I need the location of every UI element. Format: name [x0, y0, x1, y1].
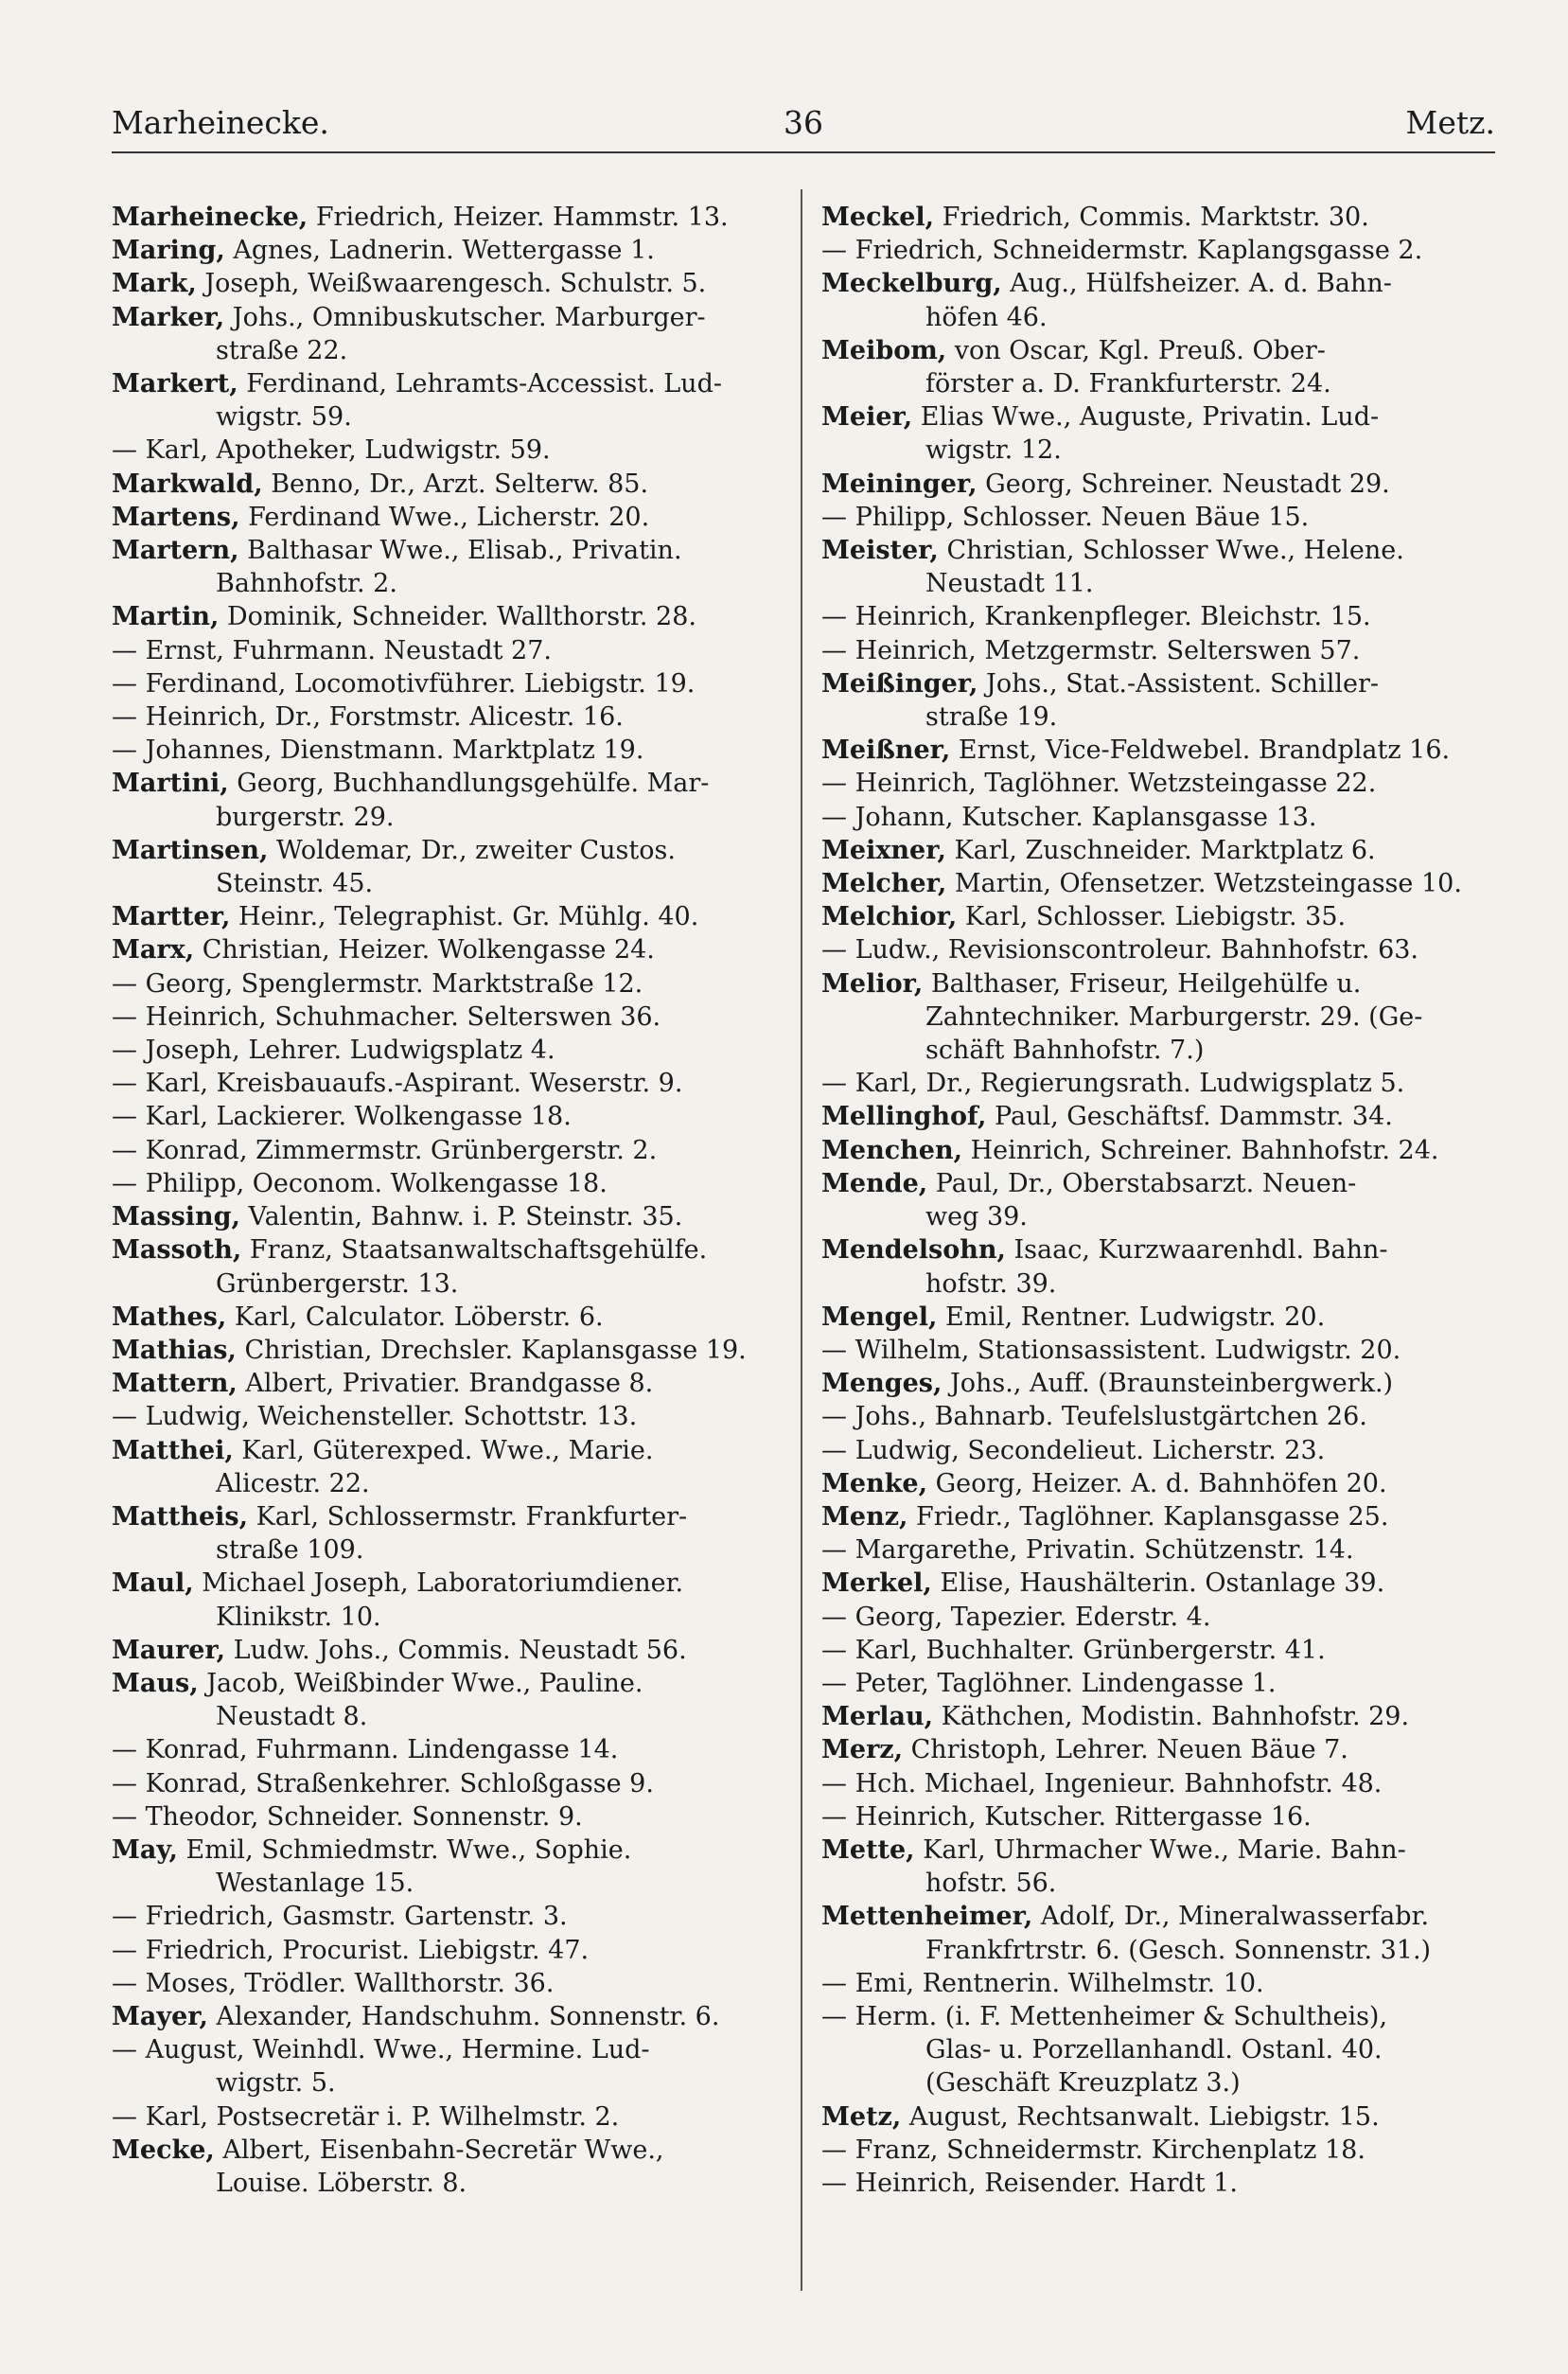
entry-surname: Melcher,	[821, 869, 947, 899]
entry-surname: Menz,	[821, 1501, 908, 1532]
entry-details: Christian, Schlosser Wwe., Helene.	[946, 536, 1404, 566]
entry-details: Jacob, Weißbinder Wwe., Pauline.	[206, 1668, 643, 1698]
entry-surname: Meier,	[821, 402, 913, 433]
entry-surname: Massoth,	[112, 1235, 242, 1266]
entry-continuation: burgerstr. 29.	[216, 802, 395, 832]
entry-details: Georg, Schreiner. Neustadt 29.	[985, 469, 1390, 499]
directory-entry	[821, 1301, 1493, 1334]
entry-details: — Konrad, Fuhrmann. Lindengasse 14.	[112, 1735, 619, 1765]
entry-details: — Philipp, Oeconom. Wolkengasse 18.	[112, 1168, 608, 1198]
directory-entry	[821, 867, 1493, 900]
directory-entry	[112, 1767, 784, 1800]
left-column	[112, 201, 784, 2200]
entry-details: — Heinrich, Metzgermstr. Selterswen 57.	[821, 635, 1361, 665]
directory-entry	[821, 1834, 1493, 1900]
entry-surname: Melchior,	[821, 902, 958, 932]
entry-surname: Meibom,	[821, 335, 947, 365]
directory-entry	[821, 734, 1493, 767]
entry-continuation: straße 19.	[925, 702, 1058, 733]
entry-surname: Maring,	[112, 236, 225, 266]
entry-details: — Heinrich, Taglöhner. Wetzsteingasse 22.	[821, 769, 1377, 799]
entry-details: — Karl, Postsecretär i. P. Wilhelmstr. 2.	[112, 2101, 620, 2132]
directory-entry	[112, 834, 784, 900]
directory-entry	[821, 334, 1493, 400]
directory-entry	[821, 1900, 1493, 1966]
entry-surname: Martini,	[112, 769, 229, 799]
entry-details: Adolf, Dr., Mineralwasserfabr.	[1040, 1902, 1430, 1932]
entry-details: Agnes, Ladnerin. Wettergasse 1.	[233, 236, 655, 266]
entry-details: Georg, Buchhandlungsgehülfe. Mar-	[237, 769, 710, 799]
directory-entry	[112, 1233, 784, 1300]
directory-entry	[821, 1400, 1493, 1433]
entry-details: — Joseph, Lehrer. Ludwigsplatz 4.	[112, 1036, 555, 1066]
entry-details: — Ludwig, Secondelieut. Licherstr. 23.	[821, 1435, 1326, 1465]
entry-details: — Ludw., Revisionscontroleur. Bahnhofstr. 63.	[821, 935, 1419, 966]
directory-entry	[112, 1567, 784, 1633]
entry-details: Karl, Schlosser. Liebigstr. 35.	[964, 902, 1347, 932]
entry-details: — Ludwig, Weichensteller. Schottstr. 13.	[112, 1402, 638, 1432]
entry-continuation: höfen 46.	[925, 302, 1048, 332]
directory-entry	[112, 267, 784, 300]
directory-entry	[112, 900, 784, 933]
entry-continuation: hofstr. 39.	[925, 1268, 1057, 1299]
directory-entry	[821, 1634, 1493, 1667]
directory-entry	[112, 767, 784, 833]
entry-details: Ferdinand, Lehramts-Accessist. Lud-	[246, 369, 722, 399]
directory-entry	[821, 1334, 1493, 1367]
entry-details: — Karl, Buchhalter. Grünbergerstr. 41.	[821, 1635, 1326, 1665]
entry-details: August, Rechtsanwalt. Liebigstr. 15.	[908, 2101, 1380, 2132]
entry-continuation: Neustadt 8.	[216, 1702, 368, 1732]
entry-continuation: weg 39.	[925, 1202, 1028, 1232]
entry-details: — Philipp, Schlosser. Neuen Bäue 15.	[821, 502, 1310, 532]
entry-details: — Heinrich, Kutscher. Rittergasse 16.	[821, 1801, 1312, 1832]
directory-entry	[821, 1533, 1493, 1567]
directory-entry	[821, 1700, 1493, 1733]
entry-surname: Mette,	[821, 1834, 915, 1865]
entry-continuation: Westanlage 15.	[216, 1869, 414, 1899]
entry-surname: Martens,	[112, 502, 240, 532]
entry-continuation: Alicestr. 22.	[216, 1468, 370, 1498]
entry-surname: Mayer,	[112, 2001, 208, 2031]
entry-surname: Martinsen,	[112, 835, 269, 865]
entry-surname: Melior,	[821, 968, 924, 999]
entry-surname: Mendelsohn,	[821, 1235, 1006, 1266]
directory-entry	[112, 234, 784, 267]
directory-entry	[112, 1634, 784, 1667]
entry-details: Elise, Haushälterin. Ostanlage 39.	[940, 1568, 1385, 1599]
directory-entry	[821, 1667, 1493, 1700]
entry-details: Isaac, Kurzwaarenhdl. Bahn-	[1013, 1235, 1388, 1266]
entry-details: Karl, Schlossermstr. Frankfurter-	[255, 1501, 688, 1532]
right-column	[821, 201, 1493, 2200]
directory-entry	[821, 2066, 1493, 2099]
directory-entry	[112, 933, 784, 966]
entry-surname: Martter,	[112, 902, 231, 932]
entry-surname: Maus,	[112, 1668, 199, 1698]
entry-details: — Ferdinand, Locomotivführer. Liebigstr. 19.	[112, 668, 696, 699]
directory-entry	[821, 1800, 1493, 1834]
directory-entry	[821, 2000, 1493, 2066]
entry-details: Benno, Dr., Arzt. Selterw. 85.	[271, 469, 649, 499]
directory-entry	[821, 2167, 1493, 2200]
directory-entry	[112, 1301, 784, 1334]
entry-details: — Peter, Taglöhner. Lindengasse 1.	[821, 1668, 1277, 1698]
entry-surname: Markwald,	[112, 469, 263, 499]
directory-entry	[821, 967, 1493, 1034]
page-number: 36	[784, 104, 823, 141]
entry-details: Johs., Auff. (Braunsteinbergwerk.)	[949, 1369, 1394, 1399]
directory-entry	[112, 501, 784, 534]
entry-surname: Meißner,	[821, 735, 951, 766]
entry-surname: Mende,	[821, 1168, 928, 1198]
entry-details: — Wilhelm, Stationsassistent. Ludwigstr. 20.	[821, 1335, 1401, 1365]
entry-details: — Heinrich, Krankenpfleger. Bleichstr. 15.	[821, 602, 1371, 632]
entry-surname: Meininger,	[821, 469, 978, 499]
directory-entry	[821, 834, 1493, 867]
entry-details: — Karl, Kreisbauaufs.-Aspirant. Weserstr. 9.	[112, 1069, 683, 1099]
directory-entry	[821, 933, 1493, 966]
entry-continuation: Louise. Löberstr. 8.	[216, 2168, 467, 2198]
directory-entry	[821, 1067, 1493, 1100]
entry-details: Michael Joseph, Laboratoriumdiener.	[202, 1568, 684, 1599]
entry-surname: Merkel,	[821, 1568, 932, 1599]
directory-entry	[821, 767, 1493, 800]
directory-entry	[112, 1500, 784, 1567]
entry-continuation: Steinstr. 45.	[216, 869, 374, 899]
entry-details: Paul, Dr., Oberstabsarzt. Neuen-	[935, 1168, 1357, 1198]
directory-entry	[112, 1334, 784, 1367]
directory-entry	[112, 734, 784, 767]
entry-details: Martin, Ofensetzer. Wetzsteingasse 10.	[954, 869, 1462, 899]
entry-surname: Meister,	[821, 536, 939, 566]
entry-surname: Mengel,	[821, 1302, 938, 1332]
entry-details: — Karl, Dr., Regierungsrath. Ludwigsplatz 5.	[821, 1069, 1405, 1099]
entry-surname: Meißinger,	[821, 668, 978, 699]
entry-continuation: wigstr. 5.	[216, 2068, 336, 2099]
directory-entry	[821, 400, 1493, 467]
entry-details: — Moses, Trödler. Wallthorstr. 36.	[112, 1968, 555, 1998]
directory-entry	[821, 1367, 1493, 1400]
directory-entry	[112, 1967, 784, 2000]
entry-surname: Mattheis,	[112, 1501, 248, 1532]
directory-entry	[112, 1900, 784, 1933]
entry-details: Emil, Rentner. Ludwigstr. 20.	[945, 1302, 1326, 1332]
entry-surname: Matthei,	[112, 1435, 234, 1465]
directory-entry	[112, 1834, 784, 1900]
directory-entry	[821, 1967, 1493, 2000]
entry-details: Christian, Drechsler. Kaplansgasse 19.	[244, 1335, 747, 1365]
entry-continuation: Glas- u. Porzellanhandl. Ostanl. 40.	[925, 2035, 1383, 2065]
entry-details: — Johs., Bahnarb. Teufelslustgärtchen 26.	[821, 1402, 1367, 1432]
entry-continuation: Neustadt 11.	[925, 569, 1094, 599]
directory-entry	[112, 1134, 784, 1167]
directory-entry	[821, 501, 1493, 534]
directory-entry	[112, 201, 784, 234]
directory-entry	[112, 1400, 784, 1433]
entry-details: Friedr., Taglöhner. Kaplansgasse 25.	[916, 1501, 1389, 1532]
entry-details: Friedrich, Commis. Marktstr. 30.	[942, 203, 1369, 232]
entry-surname: Metz,	[821, 2101, 902, 2132]
directory-entry	[112, 301, 784, 367]
header-rule	[112, 151, 1495, 153]
entry-surname: Meckel,	[821, 203, 935, 232]
entry-details: Elias Wwe., Auguste, Privatin. Lud-	[920, 402, 1380, 433]
entry-details: Ernst, Vice-Feldwebel. Brandplatz 16.	[958, 735, 1451, 766]
directory-entry	[112, 1100, 784, 1133]
entry-continuation: förster a. D. Frankfurterstr. 24.	[925, 369, 1331, 399]
directory-entry	[821, 267, 1493, 333]
directory-entry	[112, 468, 784, 501]
header-left-catchword: Marheinecke.	[112, 104, 329, 141]
directory-entry	[821, 600, 1493, 633]
directory-entry	[112, 634, 784, 667]
entry-details: Johs., Omnibuskutscher. Marburger-	[232, 302, 706, 332]
entry-details: — August, Weinhdl. Wwe., Hermine. Lud-	[112, 2035, 650, 2065]
directory-entry	[112, 2033, 784, 2099]
directory-entry	[112, 1667, 784, 1733]
directory-entry	[112, 1733, 784, 1766]
entry-surname: Merz,	[821, 1735, 904, 1765]
entry-surname: Marx,	[112, 935, 195, 966]
entry-surname: Merlau,	[821, 1702, 934, 1732]
directory-entry	[821, 667, 1493, 734]
entry-details: Käthchen, Modistin. Bahnhofstr. 29.	[941, 1702, 1410, 1732]
entry-details: Ferdinand Wwe., Licherstr. 20.	[248, 502, 650, 532]
directory-entry	[112, 1434, 784, 1500]
directory-entry	[821, 900, 1493, 933]
directory-entry	[821, 1767, 1493, 1800]
entry-continuation: wigstr. 59.	[216, 402, 352, 433]
directory-entry	[821, 2134, 1493, 2167]
entry-continuation: straße 22.	[216, 335, 348, 365]
entry-surname: Menke,	[821, 1468, 927, 1498]
directory-entry	[821, 1034, 1493, 1067]
entry-continuation: (Geschäft Kreuzplatz 3.)	[925, 2068, 1241, 2099]
directory-entry	[112, 2100, 784, 2134]
entry-details: — Johannes, Dienstmann. Marktplatz 19.	[112, 735, 644, 766]
directory-entry	[821, 801, 1493, 834]
directory-entry	[821, 1434, 1493, 1467]
directory-entry	[821, 534, 1493, 600]
entry-surname: Mellinghof,	[821, 1102, 987, 1132]
entry-details: Balthasar Wwe., Elisab., Privatin.	[247, 536, 682, 566]
directory-entry	[821, 1601, 1493, 1634]
entry-details: — Ernst, Fuhrmann. Neustadt 27.	[112, 635, 552, 665]
entry-surname: Maurer,	[112, 1635, 226, 1665]
directory-entry	[821, 1467, 1493, 1500]
entry-surname: Meixner,	[821, 835, 946, 865]
entry-surname: Mark,	[112, 269, 197, 299]
entry-details: Karl, Zuschneider. Marktplatz 6.	[954, 835, 1376, 865]
entry-surname: Mecke,	[112, 2135, 215, 2165]
entry-details: Friedrich, Heizer. Hammstr. 13.	[315, 203, 729, 232]
entry-details: Balthaser, Friseur, Heilgehülfe u.	[930, 968, 1362, 999]
entry-surname: Maul,	[112, 1568, 194, 1599]
entry-surname: Mathes,	[112, 1302, 227, 1332]
directory-entry	[112, 700, 784, 734]
entry-surname: Menges,	[821, 1369, 943, 1399]
entry-details: Christian, Heizer. Wolkengasse 24.	[202, 935, 655, 966]
entry-details: — Margarethe, Privatin. Schützenstr. 14.	[821, 1535, 1354, 1566]
entry-details: — Emi, Rentnerin. Wilhelmstr. 10.	[821, 1968, 1264, 1998]
header-right-catchword: Metz.	[1405, 104, 1495, 141]
entry-details: Emil, Schmiedmstr. Wwe., Sophie.	[185, 1834, 632, 1865]
directory-entry	[821, 201, 1493, 234]
entry-details: — Friedrich, Schneidermstr. Kaplangsgasse 2.	[821, 236, 1423, 266]
entry-details: Karl, Uhrmacher Wwe., Marie. Bahn-	[923, 1834, 1406, 1865]
directory-entry	[112, 434, 784, 467]
entry-details: Valentin, Bahnw. i. P. Steinstr. 35.	[248, 1202, 683, 1232]
entry-details: — Karl, Apotheker, Ludwigstr. 59.	[112, 435, 551, 466]
entry-details: Albert, Privatier. Brandgasse 8.	[245, 1369, 654, 1399]
directory-entry	[821, 1134, 1493, 1167]
directory-entry	[821, 1500, 1493, 1533]
entry-details: Paul, Geschäftsf. Dammstr. 34.	[995, 1102, 1393, 1132]
entry-continuation: straße 109.	[216, 1535, 364, 1566]
entry-surname: Marker,	[112, 302, 225, 332]
directory-entry	[821, 1167, 1493, 1233]
directory-entry	[821, 1733, 1493, 1766]
entry-details: — Hch. Michael, Ingenieur. Bahnhofstr. 48.	[821, 1768, 1383, 1798]
entry-details: — Heinrich, Dr., Forstmstr. Alicestr. 16.	[112, 702, 624, 733]
entry-details: — Heinrich, Reisender. Hardt 1.	[821, 2168, 1238, 2198]
entry-details: Alexander, Handschuhm. Sonnenstr. 6.	[216, 2001, 720, 2031]
directory-entry	[112, 1167, 784, 1200]
directory-entry	[112, 1067, 784, 1100]
entry-continuation: wigstr. 12.	[925, 435, 1062, 466]
directory-entry	[821, 468, 1493, 501]
entry-details: Dominik, Schneider. Wallthorstr. 28.	[226, 602, 696, 632]
entry-details: — Johann, Kutscher. Kaplansgasse 13.	[821, 802, 1317, 832]
entry-details: Joseph, Weißwaarengesch. Schulstr. 5.	[204, 269, 707, 299]
directory-entry	[112, 667, 784, 700]
entry-details: Woldemar, Dr., zweiter Custos.	[275, 835, 676, 865]
entry-surname: May,	[112, 1834, 178, 1865]
entry-details: Christoph, Lehrer. Neuen Bäue 7.	[910, 1735, 1348, 1765]
directory-entry	[112, 367, 784, 434]
directory-entry	[821, 1233, 1493, 1300]
directory-entry	[112, 534, 784, 600]
column-divider	[801, 189, 802, 2291]
directory-entry	[821, 234, 1493, 267]
entry-details: — Karl, Lackierer. Wolkengasse 18.	[112, 1102, 572, 1132]
entry-details: — Theodor, Schneider. Sonnenstr. 9.	[112, 1801, 583, 1832]
entry-details: von Oscar, Kgl. Preuß. Ober-	[954, 335, 1326, 365]
entry-surname: Martern,	[112, 536, 239, 566]
entry-details: — Konrad, Zimmermstr. Grünbergerstr. 2.	[112, 1135, 658, 1165]
entry-details: Karl, Güterexped. Wwe., Marie.	[241, 1435, 654, 1465]
directory-entry	[821, 2100, 1493, 2134]
entry-surname: Martin,	[112, 602, 220, 632]
entry-details: — Georg, Spenglermstr. Marktstraße 12.	[112, 968, 643, 999]
entry-details: — Heinrich, Schuhmacher. Selterswen 36.	[112, 1001, 661, 1032]
entry-surname: Mathias,	[112, 1335, 237, 1365]
entry-details: Karl, Calculator. Löberstr. 6.	[234, 1302, 604, 1332]
directory-entry	[112, 1001, 784, 1034]
directory-entry	[112, 1934, 784, 1967]
entry-surname: Markert,	[112, 369, 238, 399]
entry-surname: Meckelburg,	[821, 269, 1002, 299]
entry-details: Georg, Heizer. A. d. Bahnhöfen 20.	[935, 1468, 1387, 1498]
entry-details: Aug., Hülfsheizer. A. d. Bahn-	[1010, 269, 1392, 299]
entry-continuation: Bahnhofstr. 2.	[216, 569, 397, 599]
entry-details: — Friedrich, Procurist. Liebigstr. 47.	[112, 1935, 590, 1965]
entry-continuation: Grünbergerstr. 13.	[216, 1268, 459, 1299]
entry-details: Heinr., Telegraphist. Gr. Mühlg. 40.	[238, 902, 699, 932]
entry-details: Franz, Staatsanwaltschaftsgehülfe.	[249, 1235, 708, 1266]
entry-details: — Herm. (i. F. Mettenheimer & Schultheis),	[821, 2001, 1388, 2031]
entry-continuation: hofstr. 56.	[925, 1869, 1057, 1899]
entry-surname: Menchen,	[821, 1135, 962, 1165]
directory-entry	[112, 1200, 784, 1233]
directory-entry	[821, 634, 1493, 667]
directory-entry	[112, 1367, 784, 1400]
directory-entry	[112, 2134, 784, 2200]
entry-continuation: Zahntechniker. Marburgerstr. 29. (Ge-	[925, 1001, 1423, 1032]
directory-entry	[821, 1567, 1493, 1600]
entry-continuation: Frankfrtrstr. 6. (Gesch. Sonnenstr. 31.)	[925, 1935, 1432, 1965]
entry-surname: Marheinecke,	[112, 203, 308, 232]
entry-details: — Franz, Schneidermstr. Kirchenplatz 18.	[821, 2135, 1365, 2165]
entry-surname: Massing,	[112, 1202, 240, 1232]
entry-continuation: schäft Bahnhofstr. 7.)	[925, 1036, 1205, 1066]
entry-details: Ludw. Johs., Commis. Neustadt 56.	[233, 1635, 687, 1665]
entry-details: Johs., Stat.-Assistent. Schiller-	[986, 668, 1379, 699]
directory-entry	[112, 600, 784, 633]
entry-details: — Georg, Tapezier. Ederstr. 4.	[821, 1602, 1211, 1632]
entry-surname: Mattern,	[112, 1369, 238, 1399]
running-header	[112, 99, 1495, 147]
directory-entry	[112, 967, 784, 1001]
entry-details: — Friedrich, Gasmstr. Gartenstr. 3.	[112, 1902, 568, 1932]
directory-entry	[112, 1034, 784, 1067]
entry-details: — Konrad, Straßenkehrer. Schloßgasse 9.	[112, 1768, 654, 1798]
directory-entry	[112, 1800, 784, 1834]
entry-details: Heinrich, Schreiner. Bahnhofstr. 24.	[970, 1135, 1439, 1165]
entry-surname: Mettenheimer,	[821, 1902, 1033, 1932]
entry-continuation: Klinikstr. 10.	[216, 1602, 381, 1632]
directory-entry	[821, 1100, 1493, 1133]
directory-entry	[112, 2000, 784, 2033]
entry-details: Albert, Eisenbahn-Secretär Wwe.,	[222, 2135, 664, 2165]
